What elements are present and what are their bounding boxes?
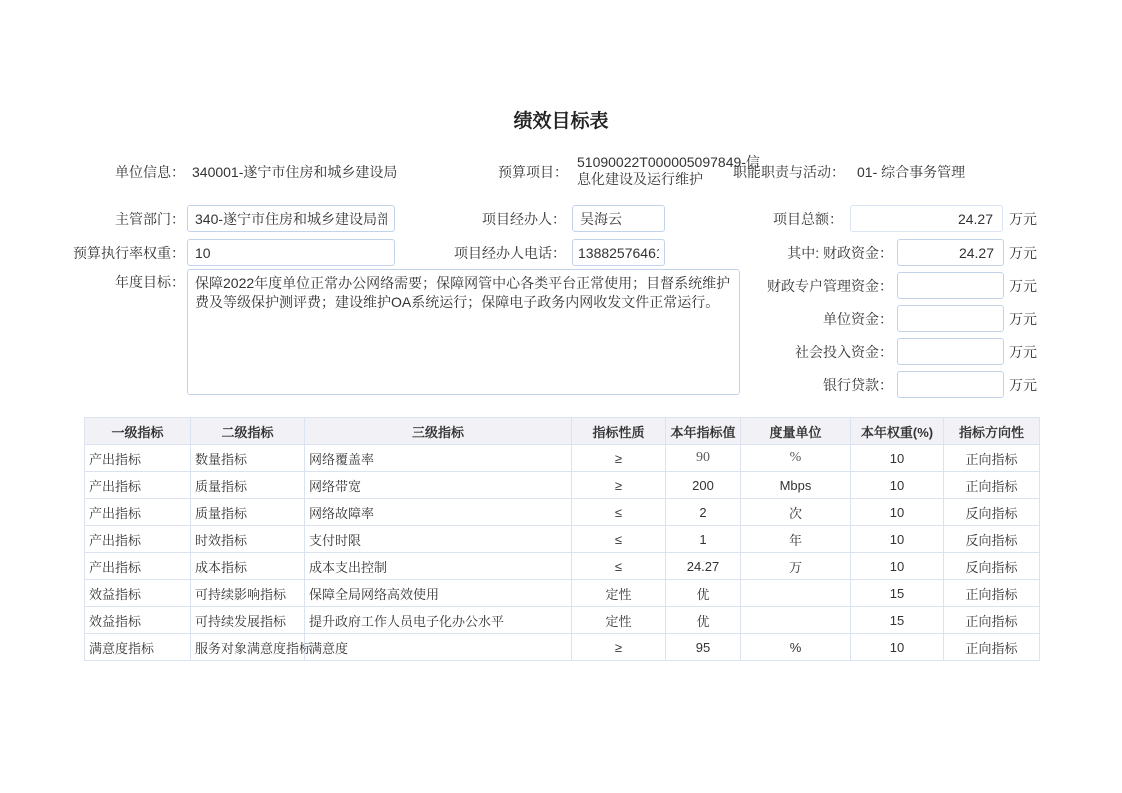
table-cell: 效益指标 [85,607,191,634]
table-cell: 成本指标 [191,553,305,580]
table-header-cell: 指标方向性 [944,418,1040,445]
table-cell: 1 [666,526,741,553]
table-cell: 2 [666,499,741,526]
unit-info-label: 单位信息： [115,164,185,180]
table-cell: 200 [666,472,741,499]
special-account-fund-input[interactable] [897,272,1004,299]
table-cell: 优 [666,580,741,607]
table-cell: 正向指标 [944,607,1040,634]
social-investment-input[interactable] [897,338,1004,365]
table-row [85,445,1040,472]
social-investment-unit: 万元 [1009,344,1037,360]
table-cell: Mbps [741,472,851,499]
table-cell: 90 [666,445,741,472]
table-row [85,607,1040,634]
table-cell: 质量指标 [191,499,305,526]
table-cell: 产出指标 [85,445,191,472]
table-cell: 正向指标 [944,445,1040,472]
exec-weight-input[interactable] [187,239,395,266]
table-cell: ≥ [572,634,666,661]
indicator-table-body [85,445,1040,661]
table-cell: 产出指标 [85,472,191,499]
bank-loan-input[interactable] [897,371,1004,398]
phone-label: 项目经办人电话： [454,245,566,261]
table-row [85,499,1040,526]
total-amount-unit: 万元 [1009,211,1037,227]
table-cell: % [741,634,851,661]
bank-loan-unit: 万元 [1009,377,1037,393]
fiscal-fund-label: 其中: 财政资金： [787,245,893,261]
table-cell: 满意度指标 [85,634,191,661]
table-cell: 满意度 [305,634,572,661]
special-account-fund-label: 财政专户管理资金： [767,278,893,294]
table-cell: ≤ [572,553,666,580]
table-cell: 10 [851,499,944,526]
table-cell: 正向指标 [944,472,1040,499]
table-cell: 服务对象满意度指标 [191,634,305,661]
table-cell: 次 [741,499,851,526]
function-duty-value: 01- 综合事务管理 [857,164,966,180]
table-row [85,526,1040,553]
table-cell: 反向指标 [944,553,1040,580]
function-duty-label: 职能职责与活动： [733,164,845,180]
table-cell: 时效指标 [191,526,305,553]
table-cell: 质量指标 [191,472,305,499]
table-header-cell: 一级指标 [85,418,191,445]
unit-fund-input[interactable] [897,305,1004,332]
table-cell: 成本支出控制 [305,553,572,580]
budget-project-value: 51090022T000005097849-信息化建设及运行维护 [577,154,760,187]
table-header-row [85,418,1040,445]
indicator-table-head [85,418,1040,445]
table-header-cell: 本年指标值 [666,418,741,445]
table-cell: 网络故障率 [305,499,572,526]
table-cell: 年 [741,526,851,553]
table-cell: 提升政府工作人员电子化办公水平 [305,607,572,634]
table-cell: 万 [741,553,851,580]
table-cell: 15 [851,580,944,607]
table-header-cell: 度量单位 [741,418,851,445]
table-cell: 10 [851,472,944,499]
table-cell: ≥ [572,472,666,499]
table-row [85,580,1040,607]
manager-label: 项目经办人： [482,211,566,227]
table-cell: 10 [851,553,944,580]
table-cell: 正向指标 [944,580,1040,607]
table-header-cell: 二级指标 [191,418,305,445]
table-header-cell: 指标性质 [572,418,666,445]
table-cell: 保障全局网络高效使用 [305,580,572,607]
table-cell: 反向指标 [944,499,1040,526]
indicator-table [84,417,1040,661]
table-cell: 10 [851,526,944,553]
table-cell: 可持续影响指标 [191,580,305,607]
table-cell: 支付时限 [305,526,572,553]
table-cell: 10 [851,445,944,472]
table-cell: 95 [666,634,741,661]
table-cell: 网络覆盖率 [305,445,572,472]
table-cell: 反向指标 [944,526,1040,553]
budget-project-label: 预算项目： [498,164,568,180]
phone-input[interactable] [572,239,665,266]
table-cell [741,580,851,607]
social-investment-label: 社会投入资金： [795,344,893,360]
table-cell: 定性 [572,607,666,634]
table-header-cell: 三级指标 [305,418,572,445]
table-cell: ≤ [572,526,666,553]
table-cell: 优 [666,607,741,634]
table-row [85,553,1040,580]
table-cell: ≤ [572,499,666,526]
table-cell: 15 [851,607,944,634]
special-account-fund-unit: 万元 [1009,278,1037,294]
annual-goal-label: 年度目标： [115,274,185,290]
table-cell: 正向指标 [944,634,1040,661]
table-row [85,472,1040,499]
table-cell: 数量指标 [191,445,305,472]
table-header-cell: 本年权重(%) [851,418,944,445]
table-cell: 定性 [572,580,666,607]
table-cell: 效益指标 [85,580,191,607]
table-cell: 可持续发展指标 [191,607,305,634]
dept-label: 主管部门： [115,211,185,227]
bank-loan-label: 银行贷款： [823,377,893,393]
total-amount-label: 项目总额： [773,211,843,227]
table-row [85,634,1040,661]
dept-input[interactable] [187,205,395,232]
annual-goal-textarea[interactable] [187,269,740,395]
table-cell: ≥ [572,445,666,472]
table-cell: 24.27 [666,553,741,580]
unit-fund-unit: 万元 [1009,311,1037,327]
table-cell: 网络带宽 [305,472,572,499]
table-cell: 产出指标 [85,526,191,553]
table-cell [741,607,851,634]
fiscal-fund-unit: 万元 [1009,245,1037,261]
unit-fund-label: 单位资金： [823,311,893,327]
page-title: 绩效目标表 [513,111,609,132]
table-cell: 产出指标 [85,553,191,580]
unit-info-value: 340001-遂宁市住房和城乡建设局 [192,164,398,180]
exec-weight-label: 预算执行率权重： [73,245,185,261]
table-cell: 10 [851,634,944,661]
fiscal-fund-input[interactable] [897,239,1004,266]
table-cell: % [741,445,851,472]
total-amount-input[interactable] [850,205,1003,232]
table-cell: 产出指标 [85,499,191,526]
